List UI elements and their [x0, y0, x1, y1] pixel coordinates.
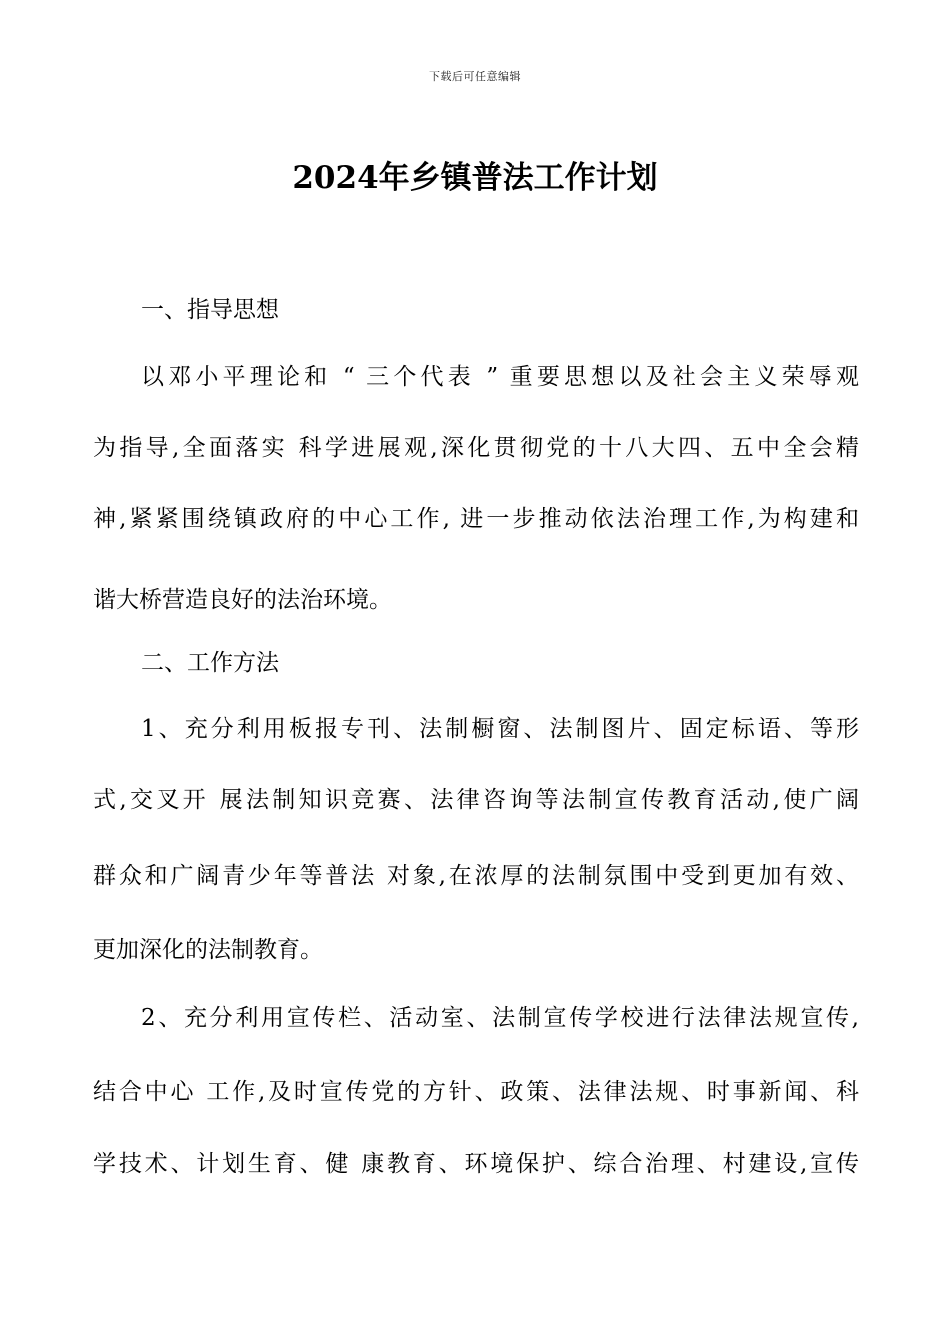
section-heading-guiding-ideology: 一、指导思想: [141, 297, 279, 323]
page-title: 2024年乡镇普法工作计划: [292, 160, 658, 196]
paragraph-line: 为指导,全面落实 科学进展观,深化贯彻党的十八大四、五中全会精: [93, 435, 859, 461]
header-note: 下载后可任意编辑: [429, 70, 521, 83]
paragraph-line: 2、充分利用宣传栏、活动室、法制宣传学校进行法律法规宣传,: [141, 1005, 859, 1031]
paragraph-line: 群众和广阔青少年等普法 对象,在浓厚的法制氛围中受到更加有效、: [93, 863, 859, 889]
paragraph-line: 谐大桥营造良好的法治环境。: [93, 587, 392, 613]
section-heading-work-methods: 二、工作方法: [141, 650, 279, 676]
paragraph-line: 更加深化的法制教育。: [93, 937, 323, 963]
paragraph-line: 以邓小平理论和 “ 三个代表 ” 重要思想以及社会主义荣辱观: [141, 364, 859, 390]
paragraph-line: 结合中心 工作,及时宣传党的方针、政策、法律法规、时事新闻、科: [93, 1079, 859, 1105]
paragraph-line: 1、充分利用板报专刊、法制橱窗、法制图片、固定标语、等形: [141, 716, 859, 742]
paragraph-line: 式,交叉开 展法制知识竞赛、法律咨询等法制宣传教育活动,使广阔: [93, 787, 859, 813]
paragraph-line: 神,紧紧围绕镇政府的中心工作, 进一步推动依法治理工作,为构建和: [93, 506, 859, 532]
paragraph-line: 学技术、计划生育、健 康教育、环境保护、综合治理、村建设,宣传: [93, 1151, 859, 1177]
